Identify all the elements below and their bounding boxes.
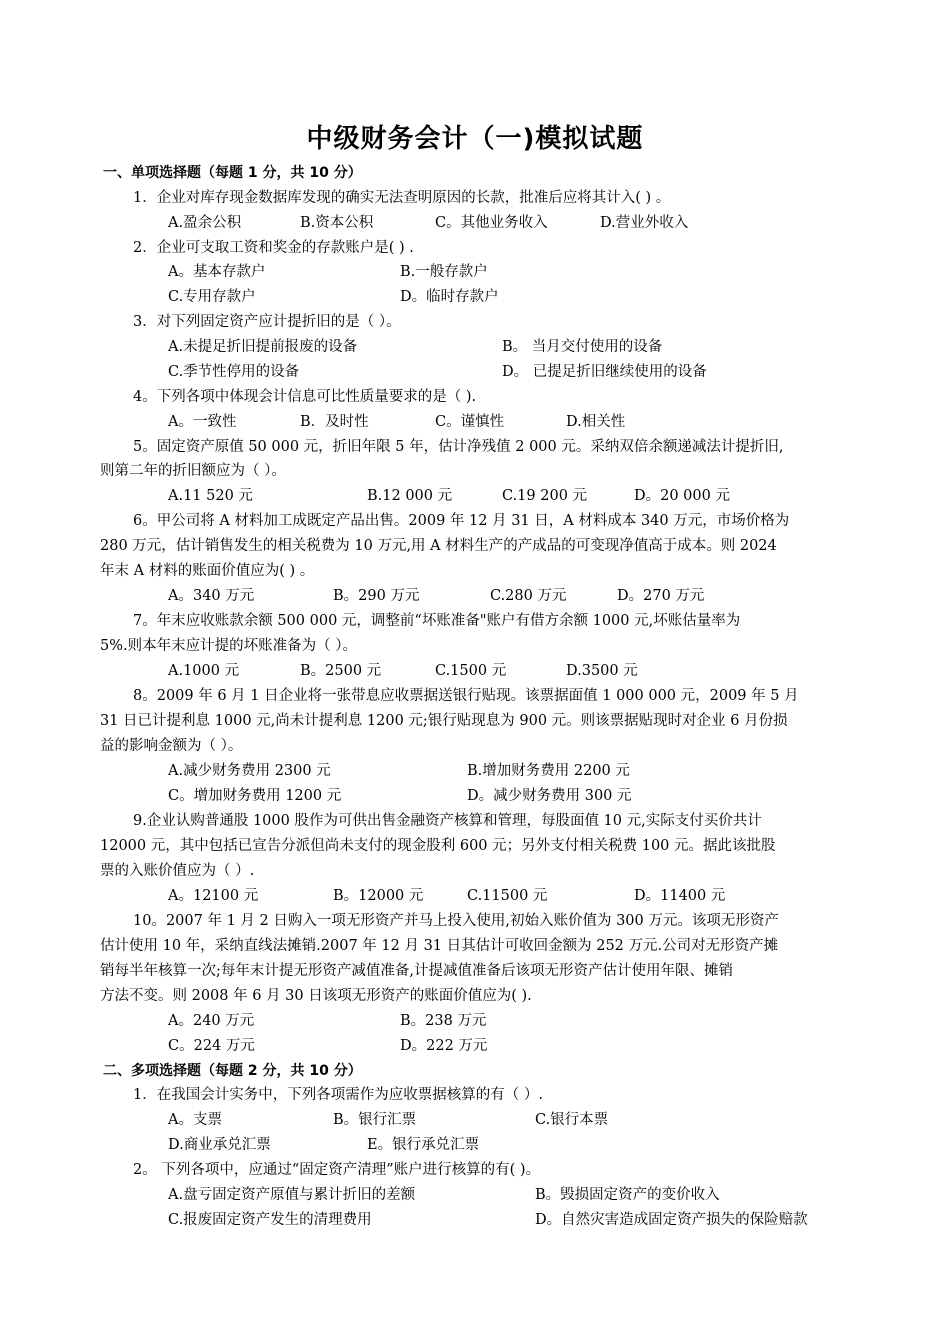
option-d: D。自然灾害造成固定资产损失的保险赔款: [535, 1212, 808, 1228]
option-c: C.11500 元: [467, 888, 548, 904]
option-d: D.营业外收入: [600, 215, 689, 231]
option-c: C.报废固定资产发生的清理费用: [168, 1212, 372, 1228]
option-c: C.1500 元: [435, 663, 507, 679]
option-c: C。增加财务费用 1200 元: [168, 788, 342, 804]
section1-heading: 一、单项选择题（每题 1 分，共 10 分）: [103, 165, 362, 181]
question-stem: 1．在我国会计实务中，下列各项需作为应收票据核算的有（ ）.: [133, 1087, 543, 1103]
option-a: A。240 万元: [168, 1013, 255, 1029]
option-b: B．及时性: [300, 414, 369, 430]
option-d: D.3500 元: [566, 663, 638, 679]
option-b: B。毁损固定资产的变价收入: [535, 1187, 720, 1203]
option-d: D。 已提足折旧继续使用的设备: [502, 364, 707, 380]
question-stem: 益的影响金额为（ ）。: [100, 738, 243, 754]
question-stem: 7。年末应收账款余额 500 000 元，调整前“坏账准备"账户有借方余额 1000 元,坏账估量率为: [133, 613, 741, 629]
option-d: D。222 万元: [400, 1038, 488, 1054]
question-stem: 2。 下列各项中，应通过“固定资产清理”账户进行核算的有( )。: [133, 1162, 541, 1178]
question-stem: 12000 元，其中包括已宣告分派但尚未支付的现金股利 600 元；另外支付相关税费 100 元。据此该批股: [100, 838, 776, 854]
option-b: B.一般存款户: [400, 264, 488, 280]
option-c: C。224 万元: [168, 1038, 255, 1054]
question-stem: 10。2007 年 1 月 2 日购入一项无形资产并马上投入使用,初始入账价值为 300 万元。该项无形资产: [133, 913, 779, 929]
option-b: B。290 万元: [333, 588, 420, 604]
option-a: A.盘亏固定资产原值与累计折旧的差额: [168, 1187, 416, 1203]
option-c: C.专用存款户: [168, 289, 256, 305]
document-title: 中级财务会计（一)模拟试题: [306, 124, 644, 154]
question-stem: 2．企业可支取工资和奖金的存款账户是( ) .: [133, 240, 414, 256]
question-stem: 31 日已计提利息 1000 元,尚未计提利息 1200 元;银行贴现息为 900 元。则该票据贴现时对企业 6 月份损: [100, 713, 788, 729]
option-d: D.商业承兑汇票: [168, 1137, 271, 1153]
option-d: D。临时存款户: [400, 289, 499, 305]
option-c: C.季节性停用的设备: [168, 364, 300, 380]
option-a: A。12100 元: [168, 888, 259, 904]
option-b: B。 当月交付使用的设备: [502, 339, 663, 355]
option-d: D。减少财务费用 300 元: [467, 788, 632, 804]
option-b: B。12000 元: [333, 888, 424, 904]
option-c: C。谨慎性: [435, 414, 505, 430]
option-a: A。340 万元: [168, 588, 255, 604]
question-stem: 280 万元，估计销售发生的相关税费为 10 万元,用 A 材料生产的产成品的可变现净值高于成本。则 2024: [100, 538, 777, 554]
option-b: B。2500 元: [300, 663, 382, 679]
section2-heading: 二、多项选择题（每题 2 分，共 10 分）: [103, 1063, 362, 1079]
option-b: B.增加财务费用 2200 元: [467, 763, 630, 779]
option-b: B。238 万元: [400, 1013, 487, 1029]
question-stem: 估计使用 10 年，采纳直线法摊销.2007 年 12 月 31 日其估计可收回金额为 252 万元.公司对无形资产摊: [100, 938, 779, 954]
option-d: D。20 000 元: [634, 488, 730, 504]
option-c: C.280 万元: [490, 588, 567, 604]
question-stem: 则第二年的折旧额应为（ ）。: [100, 463, 286, 479]
option-d: D。270 万元: [617, 588, 705, 604]
option-a: A.减少财务费用 2300 元: [168, 763, 331, 779]
question-stem: 8。2009 年 6 月 1 日企业将一张带息应收票据送银行贴现。该票据面值 1 000 000 元，2009 年 5 月: [133, 688, 799, 704]
question-stem: 票的入账价值应为（ ）.: [100, 863, 255, 879]
question-stem: 6。甲公司将 A 材料加工成既定产品出售。2009 年 12 月 31 日，A 材料成本 340 万元，市场价格为: [133, 513, 790, 529]
option-b: B.12 000 元: [367, 488, 453, 504]
option-b: B。银行汇票: [333, 1112, 417, 1128]
option-c: C.银行本票: [535, 1112, 609, 1128]
question-stem: 销每半年核算一次;每年末计提无形资产减值准备,计提减值准备后该项无形资产估计使用年限、摊销: [100, 963, 733, 979]
question-stem: 5。固定资产原值 50 000 元，折旧年限 5 年，估计净残值 2 000 元。采纳双倍余额递减法计提折旧,: [133, 439, 784, 455]
option-b: B.资本公积: [300, 215, 374, 231]
option-a: A.盈余公积: [168, 215, 242, 231]
question-stem: 4。下列各项中体现会计信息可比性质量要求的是（ ).: [133, 389, 477, 405]
option-c: C.19 200 元: [502, 488, 588, 504]
option-a: A.11 520 元: [168, 488, 253, 504]
option-d: D.相关性: [566, 414, 626, 430]
option-c: C。其他业务收入: [435, 215, 548, 231]
question-stem: 年末 A 材料的账面价值应为( ) 。: [100, 563, 315, 579]
question-stem: 方法不变。则 2008 年 6 月 30 日该项无形资产的账面价值应为( ).: [100, 988, 532, 1004]
question-stem: 1．企业对库存现金数据库发现的确实无法查明原因的长款，批准后应将其计入( ) 。: [133, 190, 671, 206]
option-e: E。银行承兑汇票: [367, 1137, 480, 1153]
option-a: A。基本存款户: [168, 264, 266, 280]
question-stem: 3．对下列固定资产应计提折旧的是（ ）。: [133, 314, 401, 330]
question-stem: 9.企业认购普通股 1000 股作为可供出售金融资产核算和管理，每股面值 10 元,实际支付买价共计: [133, 813, 762, 829]
option-a: A.未提足折旧提前报废的设备: [168, 339, 358, 355]
question-stem: 5%.则本年末应计提的坏账准备为（ ）。: [100, 638, 357, 654]
option-a: A。一致性: [168, 414, 237, 430]
option-a: A.1000 元: [168, 663, 240, 679]
option-d: D。11400 元: [634, 888, 726, 904]
option-a: A。支票: [168, 1112, 222, 1128]
